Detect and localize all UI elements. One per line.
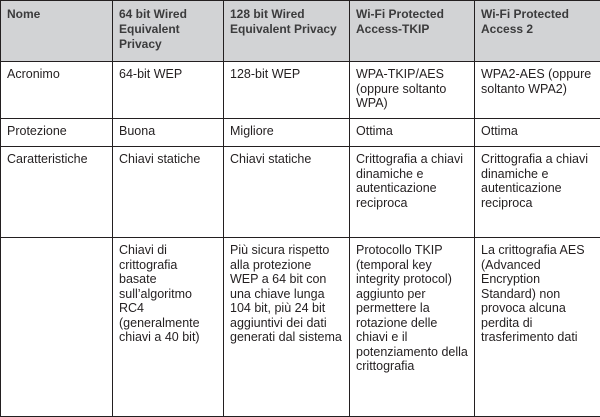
header-cell-wpa-tkip: Wi-Fi Protected Access-TKIP xyxy=(350,1,475,62)
row-label-empty xyxy=(1,238,113,417)
table-cell: La crittografia AES (Advanced Encryption Standard) non provoca alcuna perdita di trasferimento dati xyxy=(475,238,600,417)
header-cell-wep64: 64 bit Wired Equivalent Privacy xyxy=(113,1,224,62)
table-cell: Chiavi statiche xyxy=(224,147,350,238)
table-cell: Chiavi statiche xyxy=(113,147,224,238)
table-row-caratteristiche xyxy=(1,147,600,238)
table-cell: Protocollo TKIP (temporal key integrity protocol) aggiunto per permettere la rotazione delle chiavi e il potenziamento della crittografia xyxy=(350,238,475,417)
row-label-acronimo: Acronimo xyxy=(1,62,113,119)
table-row-acronimo xyxy=(1,62,600,119)
table-cell: Buona xyxy=(113,119,224,147)
table-row-protezione xyxy=(1,119,600,147)
table-cell: Crittografia a chiavi dinamiche e autenticazione reciproca xyxy=(350,147,475,238)
row-label-protezione: Protezione xyxy=(1,119,113,147)
table-cell: Ottima xyxy=(475,119,600,147)
table-cell: 128-bit WEP xyxy=(224,62,350,119)
header-cell-wep128: 128 bit Wired Equivalent Privacy xyxy=(224,1,350,62)
table-cell: Più sicura rispetto alla protezione WEP a 64 bit con una chiave lunga 104 bit, più 24 bit aggiuntivi dei dati generati dal sistema xyxy=(224,238,350,417)
table-cell: Ottima xyxy=(350,119,475,147)
table-cell: Chiavi di crittografia basate sull’algoritmo RC4 (generalmente chiavi a 40 bit) xyxy=(113,238,224,417)
table-cell: WPA2-AES (oppure soltanto WPA2) xyxy=(475,62,600,119)
table-cell: 64-bit WEP xyxy=(113,62,224,119)
header-cell-nome: Nome xyxy=(1,1,113,62)
table-cell: Migliore xyxy=(224,119,350,147)
table-header-row xyxy=(1,1,600,62)
table-cell: Crittografia a chiavi dinamiche e autenticazione reciproca xyxy=(475,147,600,238)
table-cell: WPA-TKIP/AES (oppure soltanto WPA) xyxy=(350,62,475,119)
table-row-details xyxy=(1,238,600,417)
row-label-caratteristiche: Caratteristiche xyxy=(1,147,113,238)
header-cell-wpa2: Wi-Fi Protected Access 2 xyxy=(475,1,600,62)
